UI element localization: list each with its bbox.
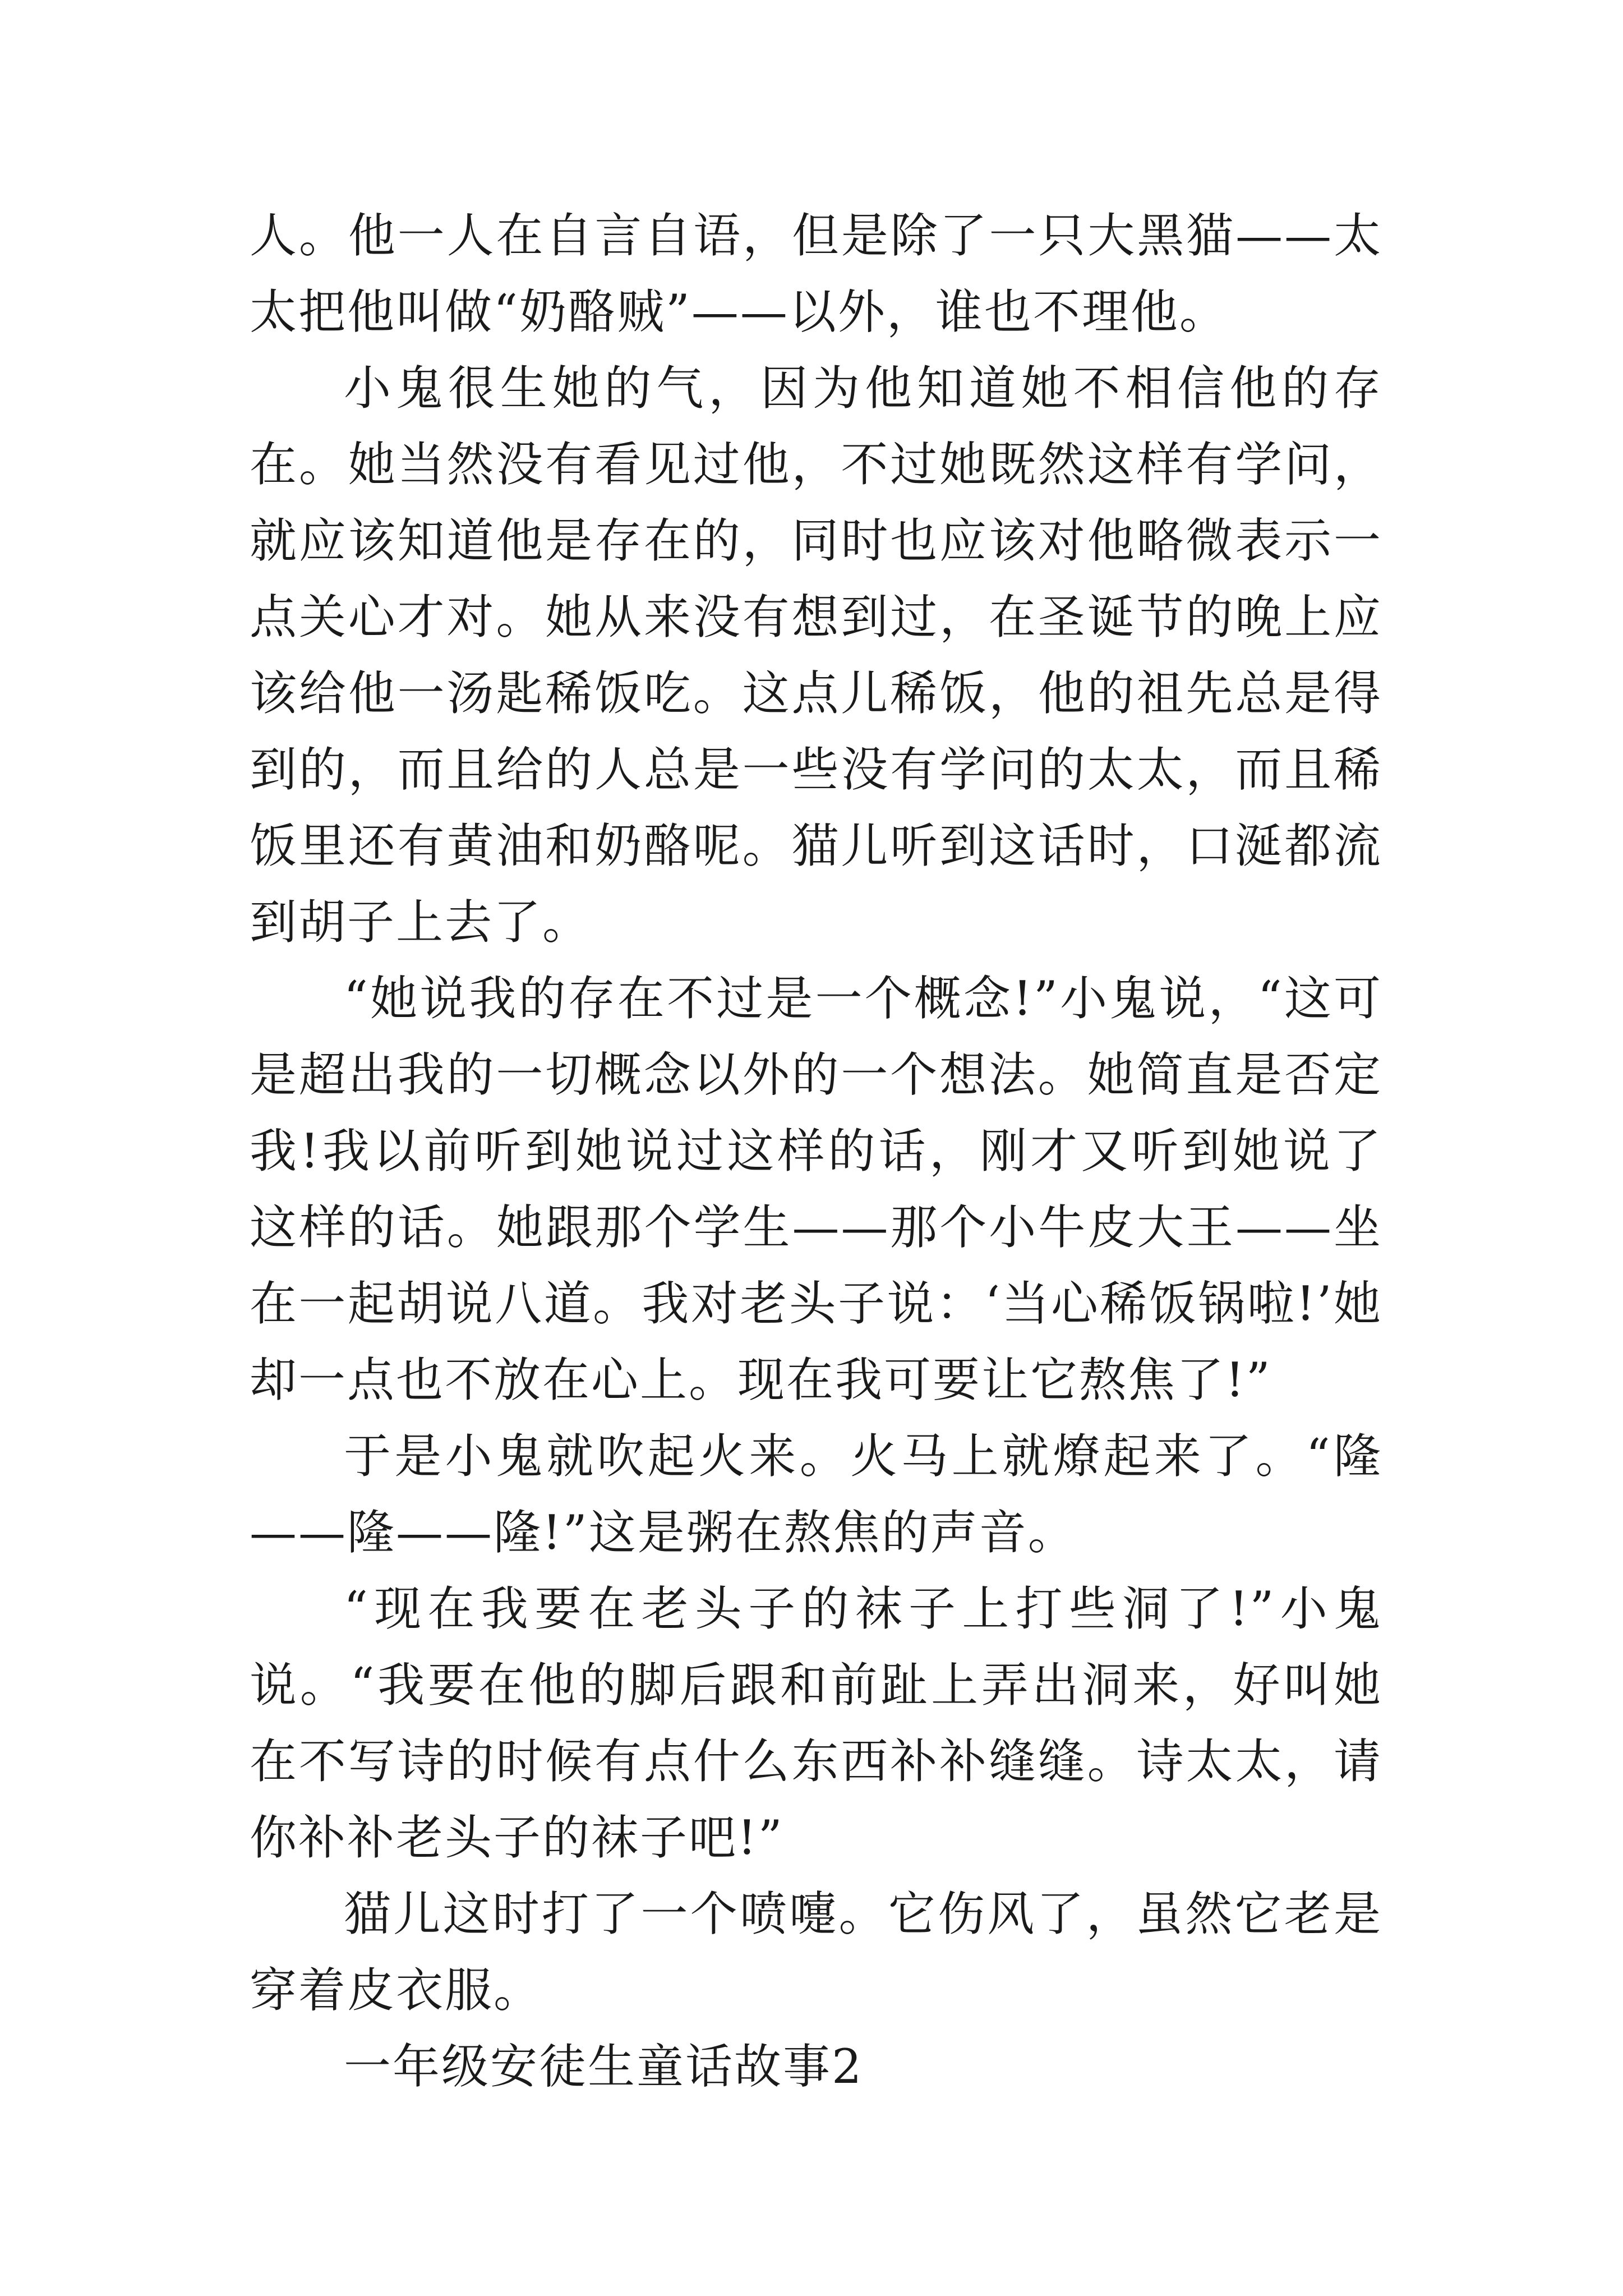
paragraph: 于是小鬼就吹起火来。火马上就燎起来了。“隆——隆——隆!”这是粥在熬焦的声音。 xyxy=(250,1429,1382,1560)
section-heading: 一年级安徒生童话故事2 xyxy=(344,2039,864,2094)
paragraph: “她说我的存在不过是一个概念!”小鬼说，“这可是超出我的一切概念以外的一个想法。她简直是否定我!我以前听到她说过这样的话，刚才又听到她说了这样的话。她跟那个学生——那个小牛皮大王——坐在一起胡说八道。我对老头子说：‘当心稀饭锅啦!’她却一点也不放在心上。现在我可要让它熬焦了!” xyxy=(250,971,1382,1407)
document-body xyxy=(250,197,1382,2105)
paragraph: “现在我要在老头子的袜子上打些洞了!”小鬼说。“我要在他的脚后跟和前趾上弄出洞来，好叫她在不写诗的时候有点什么东西补补缝缝。诗太太，请你补补老头子的袜子吧!” xyxy=(250,1581,1382,1865)
paragraph-continued: 人。他一人在自言自语，但是除了一只大黑猫——太太把他叫做“奶酪贼”——以外，谁也不理他。 xyxy=(250,208,1382,339)
paragraph: 猫儿这时打了一个喷嚏。它伤风了，虽然它老是穿着皮衣服。 xyxy=(250,1887,1382,2018)
paragraph: 小鬼很生她的气，因为他知道她不相信他的存在。她当然没有看见过他，不过她既然这样有学问，就应该知道他是存在的，同时也应该对他略微表示一点关心才对。她从来没有想到过，在圣诞节的晚上应该给他一汤匙稀饭吃。这点儿稀饭，他的祖先总是得到的，而且给的人总是一些没有学问的太太，而且稀饭里还有黄油和奶酪呢。猫儿听到这话时，口涎都流到胡子上去了。 xyxy=(250,361,1382,950)
